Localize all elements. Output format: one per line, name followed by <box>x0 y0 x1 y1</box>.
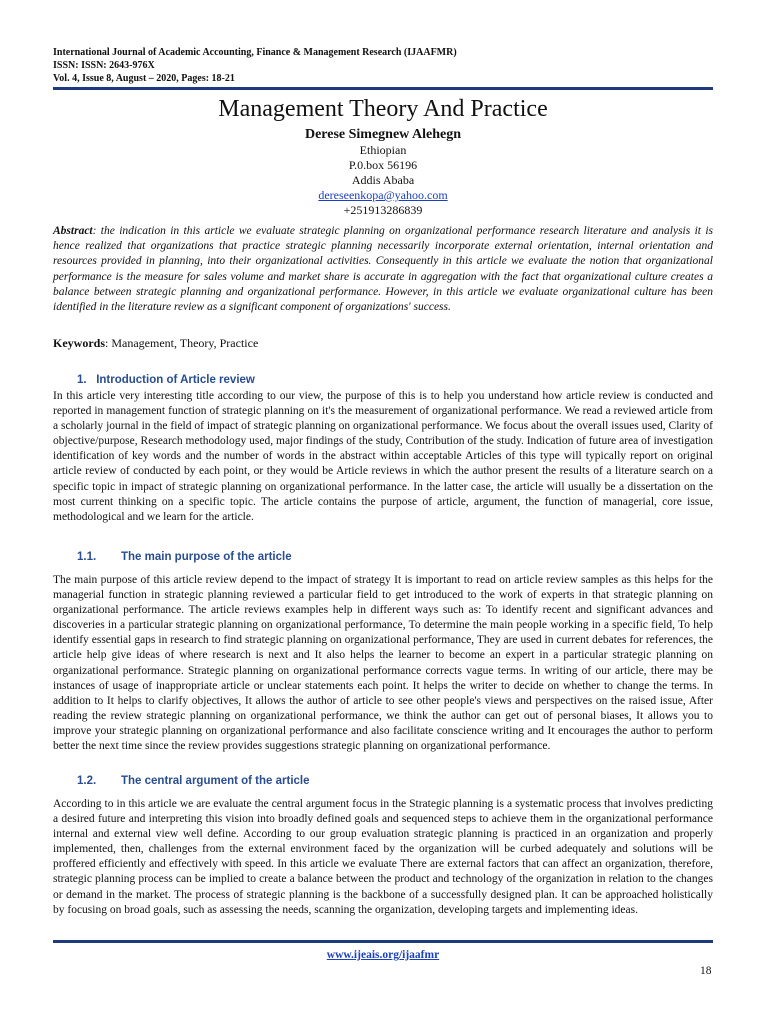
author-affiliation <box>53 143 713 218</box>
paper-author: Derese Simegnew Alehegn <box>304 127 462 142</box>
section-body-introduction: In this article very interesting title according to our view, the purpose of this is to help you understand how article review is conducted and reported in management function of strategic planning on it's the measurement of organizational performance. We read a reviewed article from a scholarly journal in the field of impact of strategic planning on organizational performance. We focus about the overall issues used, Clarity of objective/purpose, Research methodology used, major findings of the study, Contribution of the study. Indication of future area of investigation identification of key words and the number of words in the abstract within acceptable Articles of this type will typically report on original article review of conducted by each point, or they would be Article reviews in which the author present the results of a literature search on a specific topic in impact of strategic planning on organizational performance. In the latter case, the article will usually be a dissertation on the most current thinking on a specific topic. The article contains the purpose of article, argument, the function of managerial, core issue, methodological and we learn for the article. <box>53 390 713 523</box>
section-number: 1.2. <box>77 775 97 787</box>
affiliation-city: Addis Ababa <box>351 173 415 187</box>
footer-divider <box>53 940 713 943</box>
journal-header <box>53 46 457 85</box>
affiliation-country: Ethiopian <box>359 143 407 157</box>
journal-website-text[interactable]: www.ijeais.org/ijaafmr <box>326 949 440 961</box>
affiliation-pobox: P.0.box 56196 <box>348 158 418 172</box>
keywords-text: : Management, Theory, Practice <box>105 336 259 350</box>
journal-volume: Vol. 4, Issue 8, August – 2020, Pages: 18-21 <box>53 73 235 84</box>
section-heading-central-argument <box>77 775 310 787</box>
section-heading-main-purpose <box>77 551 292 563</box>
author-phone: +251913286839 <box>343 203 423 217</box>
keywords <box>53 336 258 351</box>
paper-title: Management Theory And Practice <box>218 96 548 122</box>
page-number: 18 <box>700 965 712 977</box>
section-title: The central argument of the article <box>121 775 310 787</box>
header-divider <box>53 87 713 90</box>
section-heading-introduction <box>77 374 255 386</box>
section-number: 1.1. <box>77 551 97 563</box>
section-body-main-purpose: The main purpose of this article review depend to the impact of strategy It is important to read on article review samples as this helps for the managerial function in strategic planning reviewed a particular field to get introduced to the work of experts in that strategic planning on organizational performance. The article reviews examples help in different ways such as: To identify recent and significant advances and discoveries in a particular strategic planning on organizational performance, To determine the main people working in a specific field, To help identify essential gaps in research to find strategic planning on organizational performance, They are used in current debates for references, the article help give ideas of where research is next and It also helps the learner to become an expert in a particular strategic planning on organizational performance. Strategic planning on organizational performance corrects vague terms. In writing of our article, there may be instances of usage of inappropriate article or unclear statements each point. It helps the writer to decide on whether to change the terms. In addition to It helps to clarify objectives, It allows the author of article to see other people's views and perspectives on the raised issue, After reading the review strategic planning on organizational performance, we think the author can get out of personal biases, It allows you to improve your strategic planning on organizational performance and also facilitate conscience writing and It encourages the author to perform better the next time since the review provides suggestions strategic planning on organizational performance. <box>53 574 713 753</box>
journal-issn: ISSN: ISSN: 2643-976X <box>53 60 155 71</box>
section-title: The main purpose of the article <box>121 551 292 563</box>
section-number: 1. <box>77 374 87 386</box>
keywords-label: Keywords <box>53 336 105 350</box>
author-email-link[interactable]: dereseenkopa@yahoo.com <box>318 188 448 202</box>
abstract-text: : the indication in this article we evaluate strategic planning on organizational performance research literature and analysis it is hence realized that organizations that practice strategic planning necessarily incorporate external orientation, internal orientation and resources provided in planning, into their organizational activities. Consequently in this article we evaluate the notion that organizational performance is the measure for sales volume and market share is accurate in aggregation with the fact that organizational culture creates a balance between strategic planning and organizational performance. However, in this article we evaluate organizational culture has been identified in the literature review as a significant component of organizations' success. <box>53 225 713 314</box>
abstract-label: Abstract <box>53 225 93 237</box>
journal-name: International Journal of Academic Accounting, Finance & Management Research (IJAAFMR) <box>53 47 457 58</box>
journal-website-link[interactable] <box>53 949 713 961</box>
section-body-central-argument: According to in this article we are evaluate the central argument focus in the Strategic planning is a systematic process that involves predicting a desired future and interpreting this vision into broadly defined goals and sequenced steps to achieve them in the organizational performance internal and external view well define. According to our group evaluation strategic planning is practiced in an organization and properly implemented, then, challenges from the external environment faced by the organization will be curbed adequately and solutions will be proffered efficiently and effectively with speed. In this article we evaluate There are external factors that can affect an organization, therefore, strategic planning process can be implied to create a balance between the product and technology of the organization in relation to the changes or demand in the market. The process of strategic planning is the backbone of a successfully designed plan. It can be approached holistically by focusing on broad goals, such as assessing the needs, scanning the organization, developing targets and implementing ideas. <box>53 798 713 916</box>
abstract <box>53 224 713 315</box>
section-title: Introduction of Article review <box>96 374 255 386</box>
